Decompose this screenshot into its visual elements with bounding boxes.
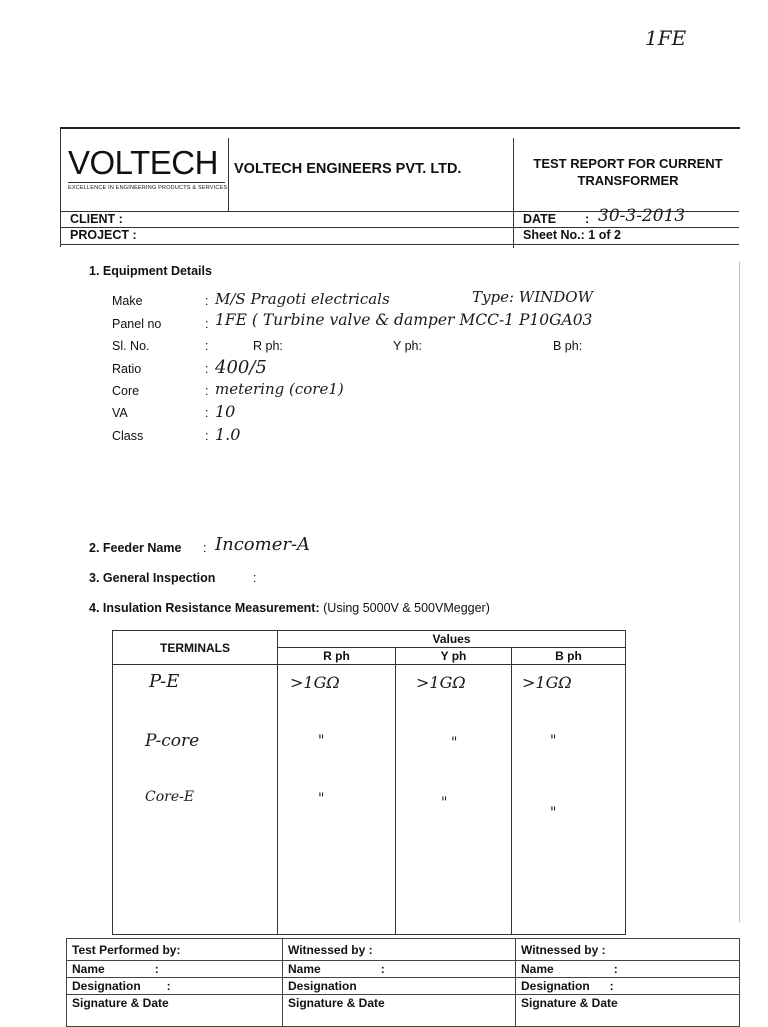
logo: VOLTECH [68,144,218,181]
sheet-number: Sheet No.: 1 of 2 [523,228,621,242]
witnessed-by-2: Witnessed by : [516,939,740,961]
core-label: Core [112,384,140,398]
report-title: TEST REPORT FOR CURRENT TRANSFORMER [533,156,723,188]
table-row: P-core [145,731,200,751]
feeder-value: Incomer-A [215,534,311,555]
core-value: metering (core1) [215,380,344,398]
make-value: M/S Pragoti electricals [215,290,390,308]
inspection-label: 3. General Inspection [89,571,216,585]
date-value: 30-3-2013 [598,206,686,226]
equipment-heading: 1. Equipment Details [89,264,212,278]
feeder-label: 2. Feeder Name [89,541,182,555]
col-r: R ph [278,648,396,665]
va-label: VA [112,406,128,420]
class-value: 1.0 [215,425,241,444]
slno-label: Sl. No. [112,339,150,353]
company-name: VOLTECH ENGINEERS PVT. LTD. [234,161,462,177]
performed-by: Test Performed by: [67,939,283,961]
class-label: Class [112,429,144,443]
type-value: Type: WINDOW [472,288,593,306]
yph-label: Y ph: [393,339,422,353]
signature-table: Test Performed by: Witnessed by : Witnessed by : Name : Name : Name : Designation : Designation Designation : Signature & Date Signature & Date Signature & Date [66,938,740,1027]
make-label: Make [112,294,143,308]
col-values: Values [278,631,626,648]
table-row: P-E [149,671,180,692]
panel-value: 1FE ( Turbine valve & damper MCC-1 P10GA03 [215,311,593,329]
ratio-value: 400/5 [215,357,267,378]
rph-label: R ph: [253,339,283,353]
r-values-cell: >1GΩ " " [278,665,396,935]
table-row: Core-E [145,789,195,805]
va-value: 10 [215,402,236,421]
col-terminals: TERMINALS [113,631,278,665]
witnessed-by-1: Witnessed by : [283,939,516,961]
insulation-table [112,630,626,935]
col-y: Y ph [396,648,512,665]
col-b: B ph [512,648,626,665]
y-values-cell: >1GΩ " " [396,665,512,935]
date-label: DATE [523,212,557,226]
insulation-heading: 4. Insulation Resistance Measurement: (Using 5000V & 500VMegger) [89,601,490,615]
corner-note: 1FE [645,26,687,50]
panel-label: Panel no [112,317,162,331]
project-label: PROJECT : [70,228,137,242]
logo-tagline: EXCELLENCE IN ENGINEERING PRODUCTS & SERVICES [68,185,228,191]
client-label: CLIENT : [70,212,123,226]
b-values-cell: >1GΩ " " [512,665,626,935]
terminals-cell [113,665,278,935]
bph-label: B ph: [553,339,583,353]
ratio-label: Ratio [112,362,142,376]
